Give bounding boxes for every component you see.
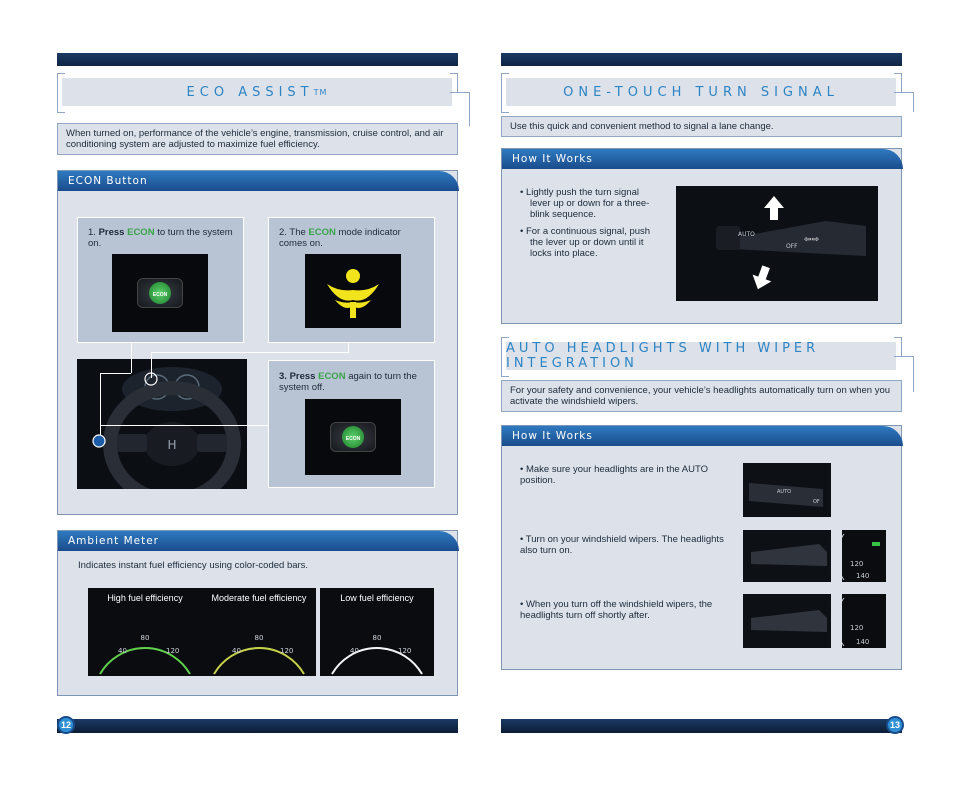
stalk-auto-label: AUTO	[738, 231, 755, 238]
meter-low	[320, 588, 434, 676]
turn-stalk-illustration	[676, 186, 878, 301]
step-2-number: 2.	[279, 227, 287, 238]
step-2-pre: The	[289, 227, 306, 238]
step-2-econ-word: ECON	[308, 227, 336, 238]
econ-button-on	[137, 278, 183, 308]
wiper-on-photo	[743, 530, 831, 582]
svg-text:140: 140	[856, 572, 870, 580]
econ-button-photo-off	[305, 399, 401, 475]
headlight-auto-photo	[743, 463, 831, 517]
title-connector	[458, 92, 470, 126]
wiper-stalk-on-illustration	[743, 530, 831, 582]
step-1-press: Press	[98, 227, 125, 238]
svg-text:120: 120	[850, 624, 864, 632]
econ-indicator-icon	[305, 254, 401, 328]
headlights-description: For your safety and convenience, your vehicle’s headlights automatically turn on when you activate the windshield wipers.	[501, 380, 902, 412]
econ-leaf-icon: ECON	[149, 282, 171, 304]
headlights-how-tab: How It Works	[502, 426, 903, 446]
econ-step-1-card	[77, 217, 244, 343]
econ-leaf-icon-off: ECON	[342, 426, 364, 448]
eco-assist-description: When turned on, performance of the vehicle’s engine, transmission, cruise control, and air conditioning system are adjusted to maximize fuel efficiency.	[57, 123, 458, 155]
svg-text:80: 80	[254, 634, 264, 642]
econ-step-2-card	[268, 217, 435, 343]
headlight-indicator-on-photo	[842, 530, 886, 582]
step-3-econ-word: ECON	[318, 371, 346, 382]
econ-step-2-text	[269, 218, 434, 249]
steering-wheel-photo	[77, 359, 247, 489]
bottom-bar-right	[501, 719, 902, 733]
callout-line-2b	[151, 352, 349, 353]
turn-signal-description: Use this quick and convenient method to signal a lane change.	[501, 116, 902, 137]
callout-line-2	[348, 343, 349, 352]
callout-line-3	[100, 425, 268, 426]
headlight-switch-illustration	[743, 463, 831, 517]
turn-signal-how-tab: How It Works	[502, 149, 903, 169]
svg-text:120: 120	[280, 647, 294, 655]
step-1-number: 1.	[88, 227, 96, 238]
title-connector-2	[902, 92, 914, 112]
svg-text:OF: OF	[813, 499, 820, 505]
eco-assist-title	[62, 78, 452, 106]
eco-assist-title-text: ECO ASSIST	[186, 84, 314, 100]
svg-text:80: 80	[372, 634, 382, 642]
headlight-indicator-off-photo	[842, 594, 886, 648]
svg-text:80: 80	[140, 634, 150, 642]
econ-button-photo-on	[112, 254, 208, 332]
wiper-stalk-off-illustration	[743, 594, 831, 648]
headlight-bullet-2: • Turn on your windshield wipers. The headlights also turn on.	[520, 534, 724, 556]
title-bracket-right-3	[894, 337, 902, 357]
bottom-bar-left	[57, 719, 458, 733]
svg-text:40: 40	[232, 647, 241, 655]
gauge-on-illustration	[842, 530, 886, 582]
stalk-off-label: OFF	[786, 243, 798, 250]
top-bar-right	[501, 53, 902, 66]
headlight-auto-label: AUTO	[777, 489, 792, 495]
gauge-off-illustration	[842, 594, 886, 648]
turn-signal-stalk-photo	[676, 186, 878, 301]
step-3-press: Press	[289, 371, 316, 382]
headlight-bullet-1: • Make sure your headlights are in the AUTO position.	[520, 464, 708, 486]
step-2-rest: mode indicator comes on.	[279, 227, 401, 249]
svg-text:120: 120	[850, 560, 864, 568]
wiper-off-photo	[743, 594, 831, 648]
turn-signal-bullets	[520, 187, 660, 265]
steering-wheel-illustration	[77, 359, 247, 489]
title-bracket-right	[450, 73, 458, 93]
svg-text:⇦⇨: ⇦⇨	[804, 235, 820, 245]
headlight-bullet-3: • When you turn off the windshield wipers, the headlights turn off shortly after.	[520, 599, 713, 621]
turn-signal-title: ONE-TOUCH TURN SIGNAL	[506, 78, 896, 106]
econ-step-3-text	[269, 361, 434, 393]
econ-button-tab: ECON Button	[58, 171, 459, 191]
title-bracket-right-2	[894, 73, 902, 93]
title-connector-3	[902, 356, 914, 392]
page-number-right: 13	[886, 716, 904, 734]
meter-high	[88, 588, 202, 676]
page-number-left: 12	[57, 716, 75, 734]
step-1-econ-word: ECON	[127, 227, 155, 238]
svg-text:140: 140	[856, 638, 870, 646]
econ-step-3-card	[268, 360, 435, 488]
svg-text:40: 40	[118, 647, 127, 655]
callout-line-2c	[151, 352, 152, 378]
turn-bullet-2: • For a continuous signal, push the lever up or down until it locks into place.	[520, 226, 651, 259]
callout-line-1b	[100, 373, 131, 374]
meter-low-label: Low fuel efficiency	[340, 593, 414, 603]
eco-assist-tm: TM	[313, 87, 328, 97]
callout-line-1	[131, 343, 132, 373]
econ-step-1-text	[78, 218, 243, 249]
ambient-meter-description: Indicates instant fuel efficiency using color-coded bars.	[78, 560, 309, 571]
turn-bullet-1: • Lightly push the turn signal lever up or down for a three-blink sequence.	[520, 187, 650, 220]
meter-moderate-label: Moderate fuel efficiency	[211, 593, 307, 603]
svg-text:120: 120	[398, 647, 412, 655]
meter-high-label: High fuel efficiency	[107, 593, 183, 603]
econ-indicator-photo	[305, 254, 401, 328]
svg-text:H: H	[167, 438, 177, 452]
step-3-number: 3.	[279, 371, 287, 382]
meter-moderate	[202, 588, 316, 676]
step-3-rest: again to turn the system off.	[279, 371, 417, 393]
svg-text:120: 120	[166, 647, 180, 655]
ambient-meter-tab: Ambient Meter	[58, 531, 459, 551]
svg-text:40: 40	[350, 647, 359, 655]
headlights-title: AUTO HEADLIGHTS WITH WIPER INTEGRATION	[506, 342, 896, 370]
econ-button-off	[330, 422, 376, 452]
step-1-rest: to turn the system on.	[88, 227, 233, 249]
top-bar-left	[57, 53, 458, 66]
